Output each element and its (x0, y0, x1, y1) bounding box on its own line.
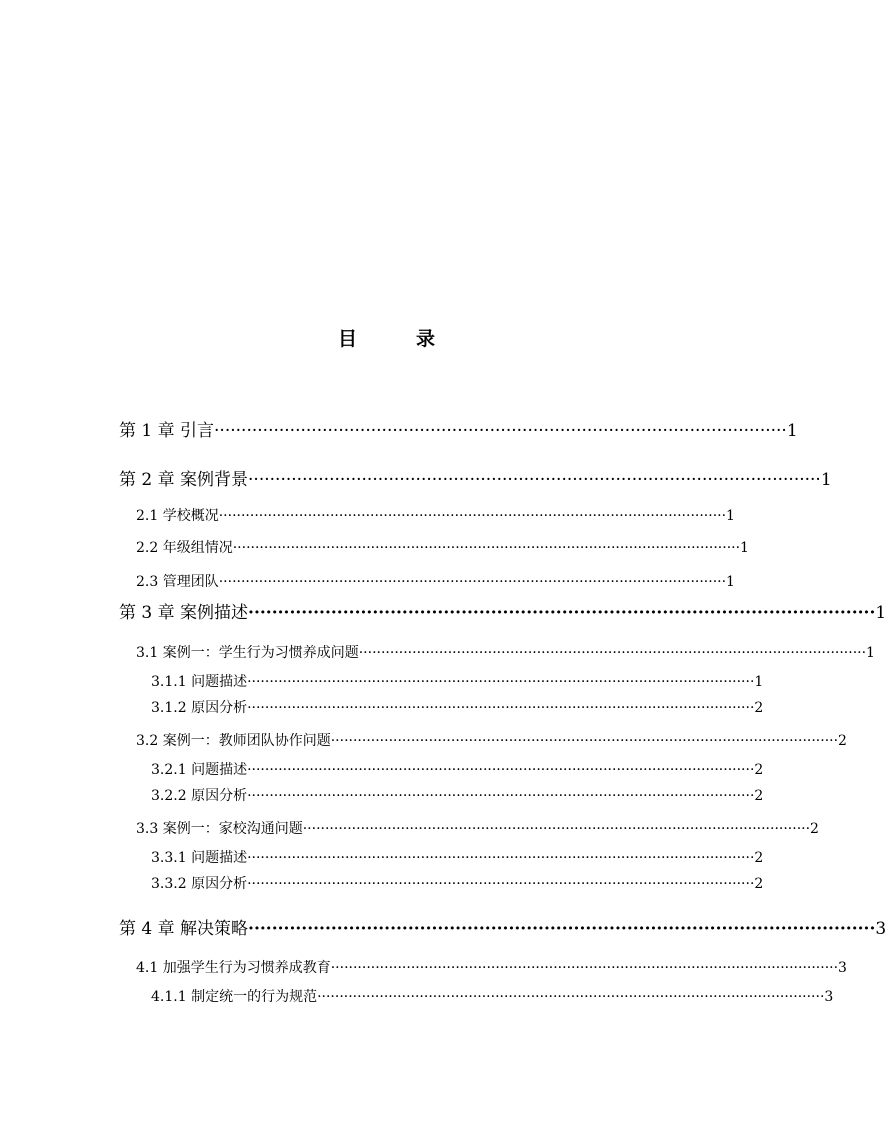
toc-entry-label: 第 1 章 引言 (119, 421, 215, 441)
toc-leader-dots: ·················································································································· (247, 876, 755, 892)
toc-page-number: 2 (754, 850, 764, 866)
toc-entry-3-2-1[interactable] (151, 762, 764, 778)
toc-entry-3-2[interactable] (136, 733, 847, 749)
toc-leader-dots: ·················································································································· (330, 960, 839, 976)
toc-entry-4-1[interactable] (136, 960, 847, 976)
toc-entry-label: 4.1.1 制定统一的行为规范 (151, 989, 318, 1005)
toc-entry-3-1[interactable] (136, 645, 875, 661)
toc-page-number: 1 (754, 674, 764, 690)
toc-entry-2-1[interactable] (136, 508, 735, 524)
toc-entry-label: 2.2 年级组情况 (136, 540, 233, 556)
toc-leader-dots: ·················································································································· (218, 574, 727, 590)
toc-leader-dots: ·················································································································· (247, 762, 755, 778)
toc-leader-dots: ·················································································································· (232, 540, 741, 556)
toc-page-number: 1 (786, 421, 798, 441)
toc-leader-dots: ·········································································································· (248, 919, 876, 939)
toc-entry-label: 3.1.1 问题描述 (151, 674, 248, 690)
toc-entry-2-2[interactable] (136, 540, 749, 556)
toc-leader-dots: ·················································································································· (247, 850, 755, 866)
toc-page-number: 1 (726, 508, 735, 524)
toc-entry-ch1[interactable] (119, 421, 798, 441)
toc-entry-4-1-1[interactable] (151, 989, 834, 1005)
toc-entry-3-1-1[interactable] (151, 674, 764, 690)
toc-title: 目 录 (337, 328, 455, 350)
toc-leader-dots: ·········································································································· (248, 603, 876, 623)
toc-entry-label: 3.2.2 原因分析 (151, 788, 248, 804)
toc-entry-label: 3.3.1 问题描述 (151, 850, 248, 866)
toc-entry-label: 3.3.2 原因分析 (151, 876, 248, 892)
toc-leader-dots: ·················································································································· (330, 733, 839, 749)
toc-entry-label: 2.3 管理团队 (136, 574, 219, 590)
toc-entry-label: 4.1 加强学生行为习惯养成教育 (136, 960, 331, 976)
toc-entry-label: 第 4 章 解决策略 (119, 919, 249, 939)
toc-page-number: 2 (810, 821, 819, 837)
toc-entry-3-1-2[interactable] (151, 700, 764, 716)
toc-leader-dots: ·················································································································· (317, 989, 825, 1005)
toc-entry-label: 3.1 案例一：学生行为习惯养成问题 (136, 645, 359, 661)
toc-page-number: 2 (838, 733, 847, 749)
toc-entry-3-3[interactable] (136, 821, 819, 837)
toc-page-number: 3 (824, 989, 834, 1005)
toc-page-number: 3 (875, 919, 886, 939)
toc-entry-ch2[interactable] (119, 470, 832, 490)
toc-leader-dots: ·················································································································· (302, 821, 811, 837)
toc-leader-dots: ·········································································································· (214, 421, 787, 441)
toc-page-number: 2 (754, 700, 764, 716)
toc-page-number: 2 (754, 762, 764, 778)
toc-entry-label: 3.3 案例一：家校沟通问题 (136, 821, 303, 837)
toc-page-number: 1 (820, 470, 832, 490)
toc-leader-dots: ·················································································································· (247, 788, 755, 804)
toc-entry-label: 第 3 章 案例描述 (119, 603, 249, 623)
toc-entry-label: 3.1.2 原因分析 (151, 700, 248, 716)
toc-leader-dots: ·················································································································· (247, 674, 755, 690)
toc-entry-label: 3.2 案例一：教师团队协作问题 (136, 733, 331, 749)
toc-entry-3-2-2[interactable] (151, 788, 764, 804)
toc-page-number: 1 (726, 574, 735, 590)
toc-page-number: 2 (754, 876, 764, 892)
toc-entry-ch4[interactable] (119, 919, 886, 939)
toc-leader-dots: ·················································································································· (247, 700, 755, 716)
toc-leader-dots: ·········································································································· (248, 470, 821, 490)
toc-entry-label: 2.1 学校概况 (136, 508, 219, 524)
toc-entry-3-3-1[interactable] (151, 850, 764, 866)
toc-leader-dots: ·················································································································· (218, 508, 727, 524)
toc-entry-label: 第 2 章 案例背景 (119, 470, 249, 490)
toc-leader-dots: ·················································································································· (358, 645, 867, 661)
toc-page-number: 1 (875, 603, 886, 623)
toc-entry-label: 3.2.1 问题描述 (151, 762, 248, 778)
toc-entry-ch3[interactable] (119, 603, 886, 623)
toc-page-number: 2 (754, 788, 764, 804)
toc-page-number: 3 (838, 960, 847, 976)
toc-entry-2-3[interactable] (136, 574, 735, 590)
toc-page-number: 1 (740, 540, 749, 556)
toc-page-number: 1 (866, 645, 875, 661)
toc-entry-3-3-2[interactable] (151, 876, 764, 892)
